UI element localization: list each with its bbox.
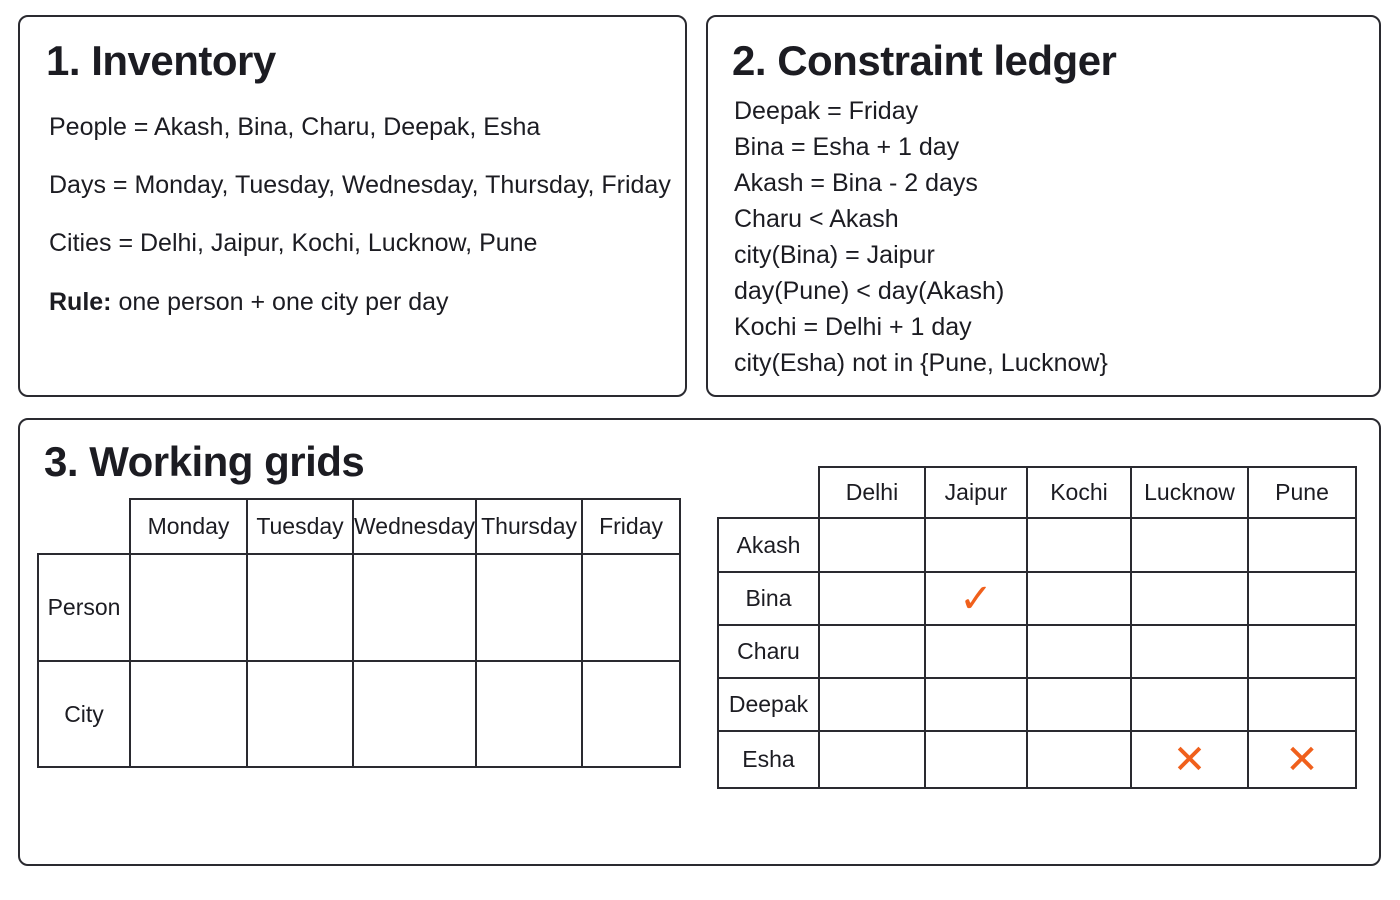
check-icon: ✓ <box>959 576 993 621</box>
constraint-item: Akash = Bina - 2 days <box>734 169 978 197</box>
grid-cell[interactable] <box>925 625 1027 678</box>
day-header-thursday: Thursday <box>476 499 582 554</box>
city-header-pune: Pune <box>1248 467 1356 518</box>
row-label-charu: Charu <box>718 625 819 678</box>
rule-text: one person + one city per day <box>111 288 449 316</box>
city-header-lucknow: Lucknow <box>1131 467 1248 518</box>
grid-cell[interactable] <box>1027 518 1131 572</box>
city-cell[interactable] <box>582 661 680 767</box>
working-grids-panel <box>18 418 1381 866</box>
grid-cell-esha-lucknow[interactable] <box>1131 731 1248 788</box>
cross-icon: ✕ <box>1172 737 1207 782</box>
corner-cell <box>38 499 130 554</box>
grid-cell[interactable] <box>1131 625 1248 678</box>
grid-cell[interactable] <box>819 572 925 625</box>
row-label-akash: Akash <box>718 518 819 572</box>
person-cell[interactable] <box>130 554 247 661</box>
city-header-kochi: Kochi <box>1027 467 1131 518</box>
rule-label: Rule: <box>49 288 112 316</box>
person-cell[interactable] <box>582 554 680 661</box>
ledger-title: 2. Constraint ledger <box>732 37 1117 84</box>
person-cell[interactable] <box>247 554 353 661</box>
constraint-item: Charu < Akash <box>734 205 899 233</box>
inventory-title: 1. Inventory <box>46 37 276 84</box>
row-label-city: City <box>38 661 130 767</box>
day-header-tuesday: Tuesday <box>247 499 353 554</box>
row-label-esha: Esha <box>718 731 819 788</box>
cities-line: Cities = Delhi, Jaipur, Kochi, Lucknow, Pune <box>49 229 538 257</box>
row-label-person: Person <box>38 554 130 661</box>
rule-line <box>49 288 449 317</box>
grid-cell[interactable] <box>819 625 925 678</box>
grid-cell[interactable] <box>1248 518 1356 572</box>
people-line: People = Akash, Bina, Charu, Deepak, Esha <box>49 113 541 141</box>
grid-cell[interactable] <box>1248 678 1356 731</box>
city-cell[interactable] <box>130 661 247 767</box>
grid-cell[interactable] <box>1248 625 1356 678</box>
constraint-item: Kochi = Delhi + 1 day <box>734 313 972 341</box>
city-cell[interactable] <box>247 661 353 767</box>
city-header-jaipur: Jaipur <box>925 467 1027 518</box>
row-label-bina: Bina <box>718 572 819 625</box>
grid-cell[interactable] <box>1131 518 1248 572</box>
grid-cell[interactable] <box>1027 572 1131 625</box>
grid-cell[interactable] <box>819 731 925 788</box>
row-label-deepak: Deepak <box>718 678 819 731</box>
grid-cell[interactable] <box>1027 731 1131 788</box>
grid-cell[interactable] <box>1027 678 1131 731</box>
constraint-item: city(Esha) not in {Pune, Lucknow} <box>734 349 1108 377</box>
grid-cell[interactable] <box>1027 625 1131 678</box>
grid-cell-bina-jaipur[interactable] <box>925 572 1027 625</box>
person-cell[interactable] <box>353 554 476 661</box>
person-city-grid <box>717 466 1357 789</box>
grid-cell[interactable] <box>925 518 1027 572</box>
grid-cell[interactable] <box>925 678 1027 731</box>
grid-cell[interactable] <box>819 678 925 731</box>
inventory-panel <box>18 15 687 397</box>
grid-cell[interactable] <box>1131 572 1248 625</box>
constraint-item: day(Pune) < day(Akash) <box>734 277 1005 305</box>
day-header-friday: Friday <box>582 499 680 554</box>
constraint-ledger-panel <box>706 15 1381 397</box>
grid-cell[interactable] <box>925 731 1027 788</box>
constraint-item: Bina = Esha + 1 day <box>734 133 960 161</box>
city-cell[interactable] <box>476 661 582 767</box>
day-header-monday: Monday <box>130 499 247 554</box>
constraint-item: city(Bina) = Jaipur <box>734 241 935 269</box>
grid-cell-esha-pune[interactable] <box>1248 731 1356 788</box>
days-line: Days = Monday, Tuesday, Wednesday, Thursday, Friday <box>49 171 671 199</box>
grid-cell[interactable] <box>819 518 925 572</box>
day-grid <box>37 498 681 768</box>
constraint-item: Deepak = Friday <box>734 97 919 125</box>
day-header-wednesday: Wednesday <box>353 499 476 554</box>
grid-cell[interactable] <box>1248 572 1356 625</box>
city-cell[interactable] <box>353 661 476 767</box>
grids-title: 3. Working grids <box>44 438 365 485</box>
constraint-list <box>734 93 1108 381</box>
corner-cell <box>718 467 819 518</box>
person-cell[interactable] <box>476 554 582 661</box>
cross-icon: ✕ <box>1285 737 1319 782</box>
city-header-delhi: Delhi <box>819 467 925 518</box>
grid-cell[interactable] <box>1131 678 1248 731</box>
